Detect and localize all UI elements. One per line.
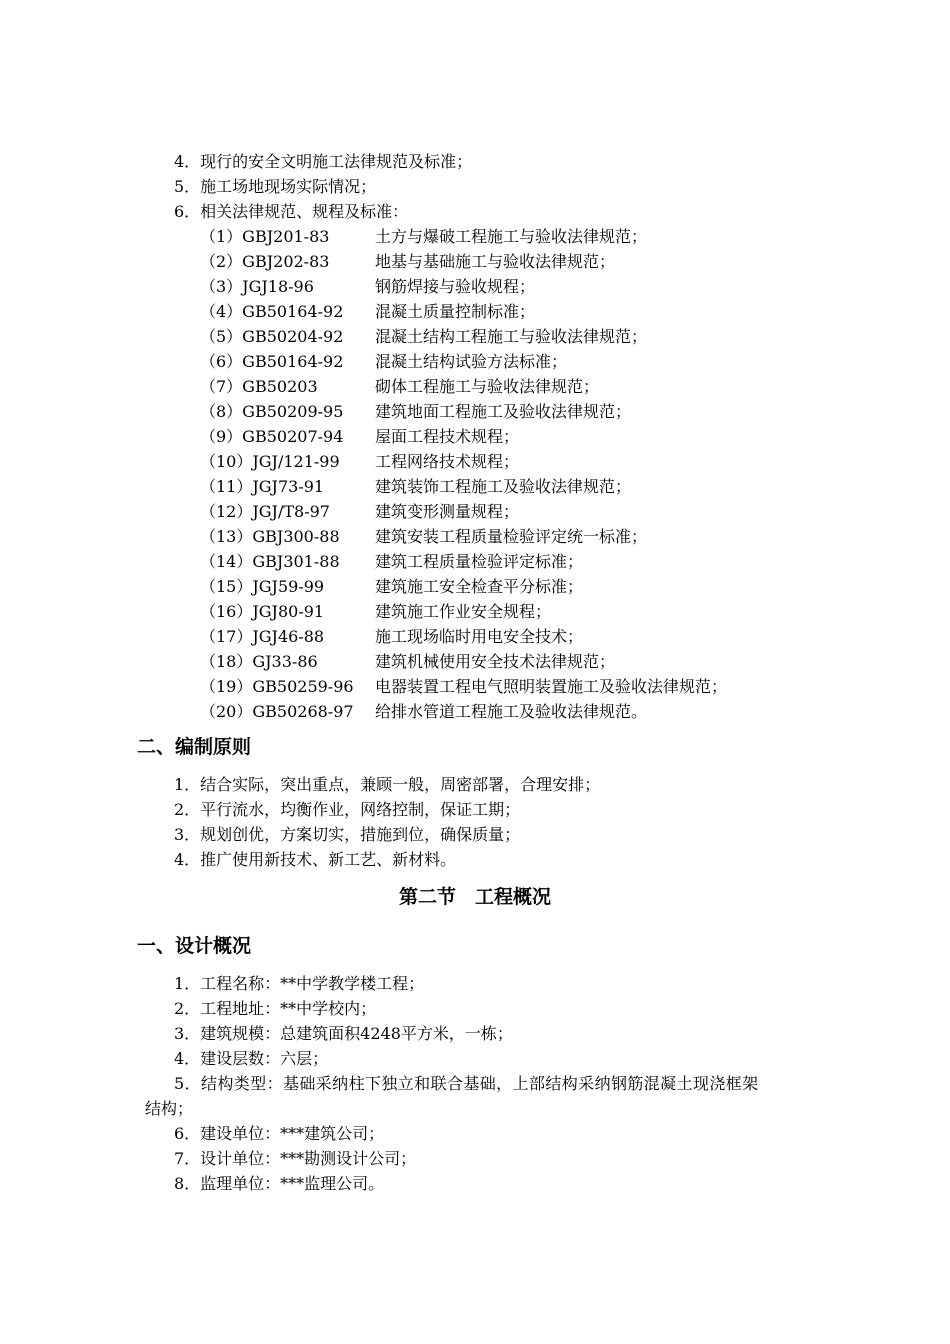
- list-item: 2．平行流水，均衡作业，网络控制，保证工期；: [174, 800, 521, 819]
- standard-code: （13）GBJ300-88: [200, 527, 340, 546]
- standard-name: 工程网络技术规程；: [375, 452, 520, 471]
- list-item: 3．规划创优，方案切实，措施到位，确保质量；: [174, 825, 521, 844]
- section-heading: 一、设计概况: [137, 935, 252, 957]
- list-item: 4．推广使用新技术、新工艺、新材料。: [174, 850, 457, 869]
- standard-code: （14）GBJ301-88: [200, 552, 340, 571]
- standard-code: （16）JGJ80-91: [200, 602, 325, 621]
- standard-name: 土方与爆破工程施工与验收法律规范；: [375, 227, 648, 246]
- list-item: 6．相关法律规范、规程及标准：: [174, 202, 409, 221]
- list-item: 2．工程地址：**中学校内；: [174, 999, 377, 1018]
- list-item: 7．设计单位：***勘测设计公司；: [174, 1149, 417, 1168]
- list-item: 8．监理单位：***监理公司。: [174, 1174, 385, 1193]
- standard-name: 建筑安装工程质量检验评定统一标准；: [375, 527, 648, 546]
- standard-name: 施工现场临时用电安全技术；: [375, 627, 584, 646]
- list-item: 6．建设单位：***建筑公司；: [174, 1124, 385, 1143]
- list-item: 4．现行的安全文明施工法律规范及标准；: [174, 152, 473, 171]
- standard-name: 建筑机械使用安全技术法律规范；: [375, 652, 616, 671]
- standard-code: （2）GBJ202-83: [200, 252, 330, 271]
- standard-name: 屋面工程技术规程；: [375, 427, 520, 446]
- standard-code: （6）GB50164-92: [200, 352, 344, 371]
- standard-code: （12）JGJ/T8-97: [200, 502, 330, 521]
- standard-code: （4）GB50164-92: [200, 302, 344, 321]
- standard-name: 钢筋焊接与验收规程；: [375, 277, 536, 296]
- section-heading: 二、编制原则: [137, 736, 252, 758]
- standard-name: 电器装置工程电气照明装置施工及验收法律规范；: [375, 677, 728, 696]
- chapter-title: 第二节 工程概况: [398, 886, 551, 908]
- list-item: 4．建设层数：六层；: [174, 1049, 329, 1068]
- standard-name: 建筑地面工程施工及验收法律规范；: [375, 402, 632, 421]
- standard-name: 建筑施工作业安全规程；: [375, 602, 552, 621]
- standard-code: （15）JGJ59-99: [200, 577, 325, 596]
- standard-code: （10）JGJ/121-99: [200, 452, 340, 471]
- standard-name: 地基与基础施工与验收法律规范；: [375, 252, 616, 271]
- standard-code: （3）JGJ18-96: [200, 277, 314, 296]
- standard-code: （8）GB50209-95: [200, 402, 344, 421]
- standard-code: （17）JGJ46-88: [200, 627, 325, 646]
- list-item: 5．结构类型：基础采纳柱下独立和联合基础，上部结构采纳钢筋混凝土现浇框架: [174, 1074, 759, 1093]
- standard-name: 混凝土质量控制标准；: [375, 302, 536, 321]
- standard-name: 给排水管道工程施工及验收法律规范。: [375, 702, 648, 721]
- standard-code: （7）GB50203: [200, 377, 318, 396]
- standard-name: 建筑变形测量规程；: [375, 502, 520, 521]
- standard-name: 建筑施工安全检查平分标准；: [375, 577, 584, 596]
- standard-name: 混凝土结构试验方法标准；: [375, 352, 568, 371]
- list-item: 1．工程名称：**中学教学楼工程；: [174, 974, 425, 993]
- standard-name: 建筑装饰工程施工及验收法律规范；: [375, 477, 632, 496]
- standard-code: （1）GBJ201-83: [200, 227, 330, 246]
- list-item: 1．结合实际，突出重点，兼顾一般，周密部署，合理安排；: [174, 775, 601, 794]
- standard-code: （11）JGJ73-91: [200, 477, 325, 496]
- standard-name: 砌体工程施工与验收法律规范；: [375, 377, 600, 396]
- standard-name: 建筑工程质量检验评定标准；: [375, 552, 584, 571]
- standard-code: （5）GB50204-92: [200, 327, 344, 346]
- standard-name: 混凝土结构工程施工与验收法律规范；: [375, 327, 648, 346]
- standard-code: （9）GB50207-94: [200, 427, 344, 446]
- standard-code: （19）GB50259-96: [200, 677, 354, 696]
- list-item-continuation: 结构；: [145, 1099, 194, 1118]
- standard-code: （18）GJ33-86: [200, 652, 318, 671]
- list-item: 3．建筑规模：总建筑面积4248平方米，一栋；: [174, 1024, 513, 1043]
- standard-code: （20）GB50268-97: [200, 702, 354, 721]
- list-item: 5．施工场地现场实际情况；: [174, 177, 377, 196]
